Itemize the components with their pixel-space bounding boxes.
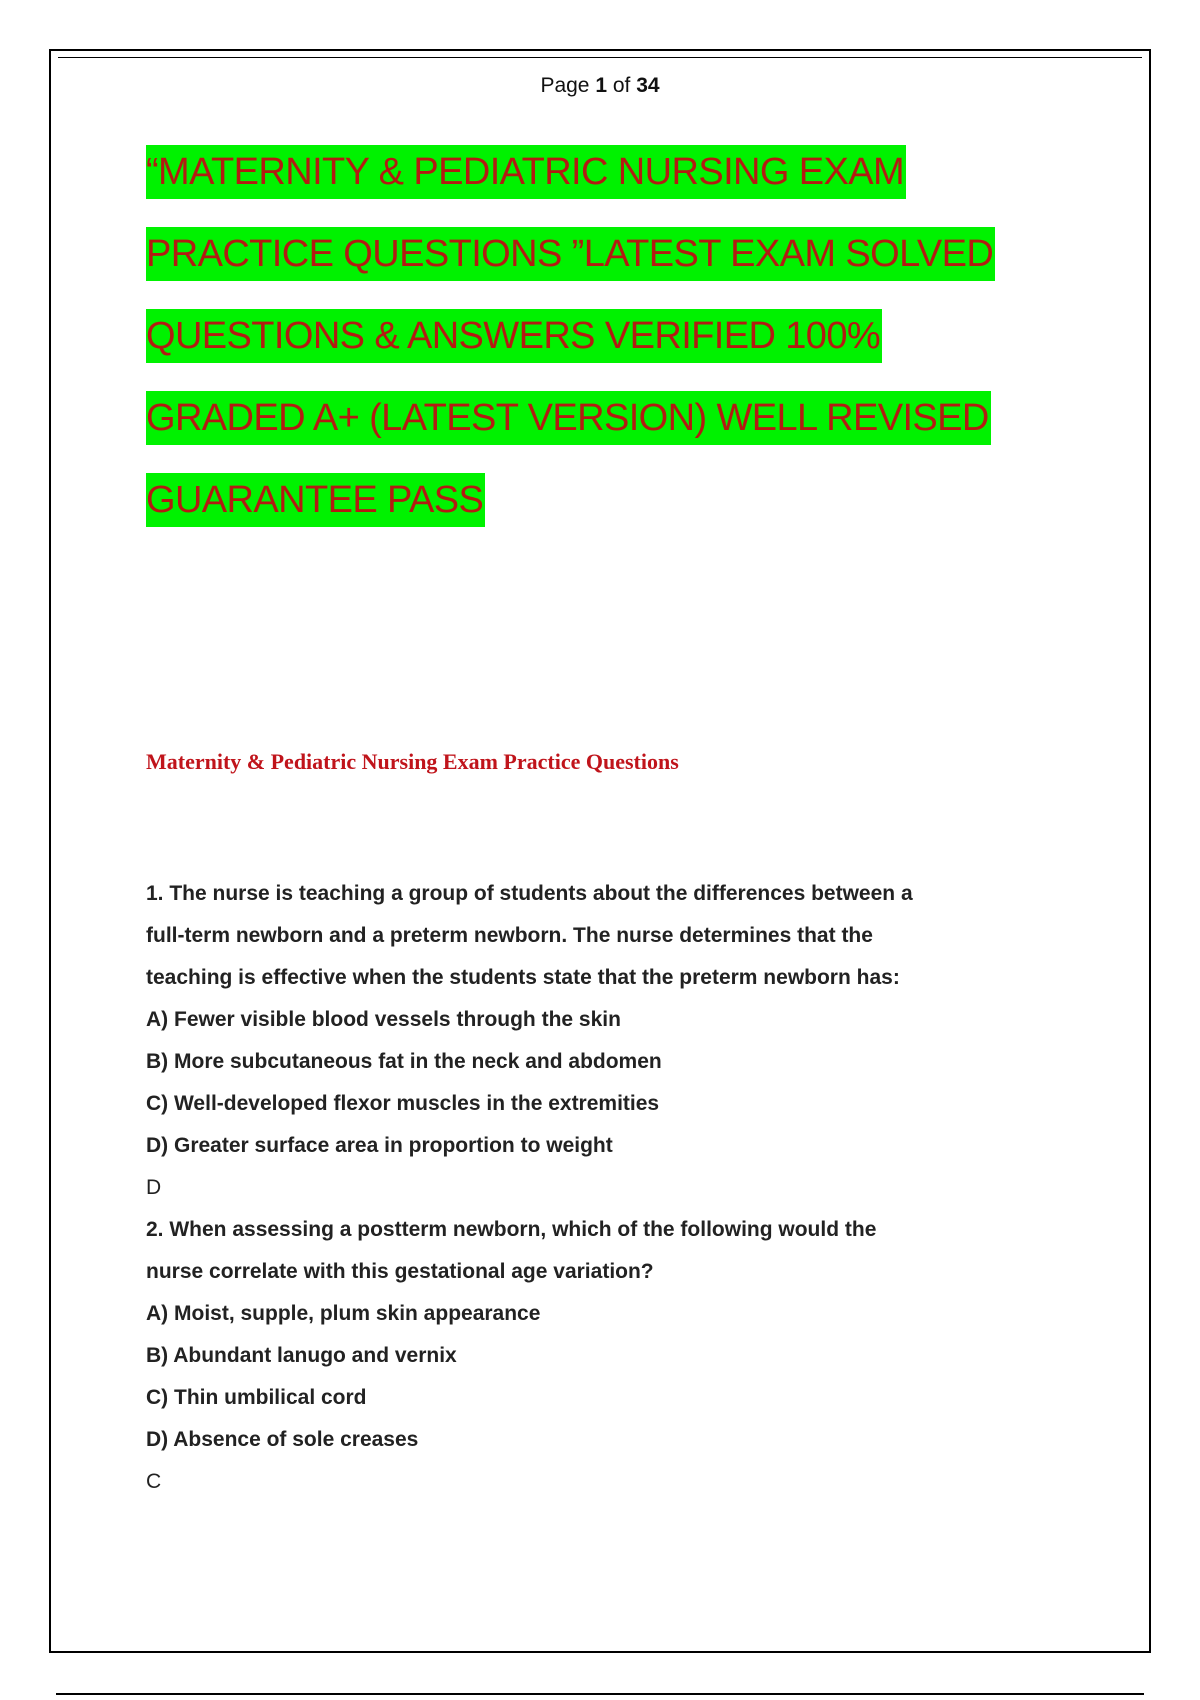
question-stem-line: full-term newborn and a preterm newborn. The nurse determines that the	[146, 924, 873, 947]
next-page-top-rule	[56, 1693, 1144, 1695]
section-heading: Maternity & Pediatric Nursing Exam Practice Questions	[146, 749, 679, 774]
question-1	[146, 873, 1106, 1209]
title-line-text: GUARANTEE PASS	[146, 473, 485, 527]
answer-option: D) Greater surface area in proportion to weight	[146, 1134, 613, 1157]
title-line-text: PRACTICE QUESTIONS ”LATEST EXAM SOLVED	[146, 227, 995, 281]
answer-option: D) Absence of sole creases	[146, 1428, 419, 1451]
page-frame	[49, 49, 1151, 1653]
title-line	[146, 145, 1126, 227]
question-stem-line: teaching is effective when the students state that the preterm newborn has:	[146, 966, 900, 989]
answer-option: A) Moist, supple, plum skin appearance	[146, 1302, 541, 1325]
page-number-middle: of	[607, 74, 637, 97]
answer-option: C) Well-developed flexor muscles in the extremities	[146, 1092, 660, 1115]
question-stem-line: 2. When assessing a postterm newborn, which of the following would the	[146, 1218, 877, 1241]
title-line-text: QUESTIONS & ANSWERS VERIFIED 100%	[146, 309, 882, 363]
page-number-current: 1	[595, 74, 608, 97]
question-stem-line: 1. The nurse is teaching a group of students about the differences between a	[146, 882, 913, 905]
page-number	[51, 74, 1149, 98]
answer-option: B) Abundant lanugo and vernix	[146, 1344, 457, 1367]
title-line-text: “MATERNITY & PEDIATRIC NURSING EXAM	[146, 145, 906, 199]
answer-option: C) Thin umbilical cord	[146, 1386, 367, 1409]
title-line	[146, 227, 1126, 309]
answer-option: A) Fewer visible blood vessels through the skin	[146, 1008, 621, 1031]
title-line	[146, 391, 1126, 473]
document-title	[146, 145, 1126, 555]
title-line	[146, 473, 1126, 555]
page-number-total: 34	[636, 74, 660, 97]
questions-list	[146, 873, 1106, 1503]
question-2	[146, 1209, 1106, 1503]
page-number-prefix: Page	[540, 74, 596, 97]
frame-top-rule	[58, 57, 1142, 58]
answer-option: B) More subcutaneous fat in the neck and abdomen	[146, 1050, 662, 1073]
question-stem-line: nurse correlate with this gestational age variation?	[146, 1260, 654, 1283]
title-line-text: GRADED A+ (LATEST VERSION) WELL REVISED	[146, 391, 991, 445]
correct-answer: C	[146, 1470, 162, 1493]
title-line	[146, 309, 1126, 391]
correct-answer: D	[146, 1176, 162, 1199]
